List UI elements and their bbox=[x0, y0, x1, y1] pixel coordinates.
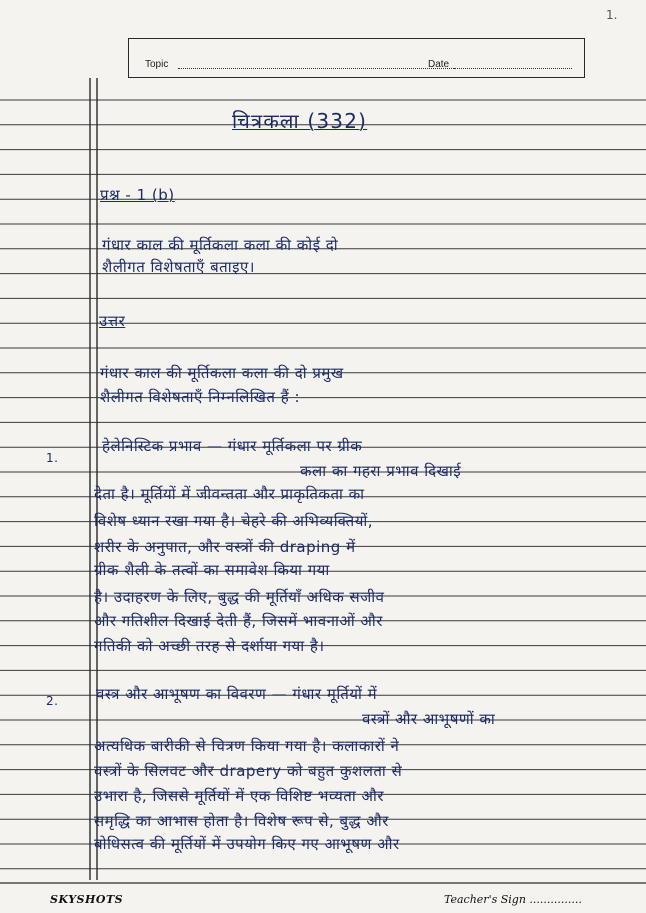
topic-label: Topic bbox=[145, 59, 169, 70]
point-1-number: 1. bbox=[46, 451, 59, 465]
page-number: 1. bbox=[606, 8, 618, 22]
point-2-line: बोधिसत्व की मूर्तियों में उपयोग किए गए आभूषण और bbox=[94, 835, 400, 853]
question-line-1: गंधार काल की मूर्तिकला कला की कोई दो bbox=[102, 236, 339, 254]
answer-intro-line-1: गंधार काल की मूर्तिकला कला की दो प्रमुख bbox=[100, 364, 344, 382]
question-label: प्रश्न - 1 (b) bbox=[100, 186, 175, 204]
point-1-line: है। उदाहरण के लिए, बुद्ध की मूर्तियाँ अधिक सजीव bbox=[94, 588, 385, 606]
point-1-line: कला का गहरा प्रभाव दिखाई bbox=[300, 462, 462, 480]
point-1-line: गतिकी को अच्छी तरह से दर्शाया गया है। bbox=[94, 637, 325, 655]
page-title: चित्रकला (332) bbox=[232, 109, 368, 133]
point-2-line: उभारा है, जिससे मूर्तियों में एक विशिष्ट भव्यता और bbox=[94, 787, 384, 805]
point-1-line: विशेष ध्यान रखा गया है। चेहरे की अभिव्यक्तियों, bbox=[94, 512, 374, 530]
question-line-2: शैलीगत विशेषताएँ बताइए। bbox=[102, 258, 255, 276]
point-2-number: 2. bbox=[46, 694, 59, 708]
topic-date-box bbox=[128, 38, 585, 78]
point-1-line: हेलेनिस्टिक प्रभाव — गंधार मूर्तिकला पर ग्रीक bbox=[102, 437, 363, 455]
brand-logo-text: SKYSHOTS bbox=[50, 893, 124, 906]
point-1-line: शरीर के अनुपात, और वस्त्रों की draping में bbox=[94, 538, 356, 556]
teacher-sign-label: Teacher's Sign ............... bbox=[444, 893, 582, 906]
answer-intro-line-2: शैलीगत विशेषताएँ निम्नलिखित हैं : bbox=[100, 388, 301, 406]
point-2-line: अत्यधिक बारीकी से चित्रण किया गया है। कलाकारों ने bbox=[94, 737, 400, 755]
point-2-line: वस्त्र और आभूषण का विवरण — गंधार मूर्तियों में bbox=[96, 685, 378, 703]
date-field bbox=[454, 68, 572, 69]
point-1-line: देता है। मूर्तियों में जीवन्तता और प्राकृतिकता का bbox=[94, 485, 365, 503]
point-2-line: वस्त्रों के सिलवट और drapery को बहुत कुशलता से bbox=[94, 762, 403, 780]
date-label: Date bbox=[428, 59, 450, 70]
point-1-line: ग्रीक शैली के तत्वों का समावेश किया गया bbox=[94, 561, 330, 579]
point-2-line: समृद्धि का आभास होता है। विशेष रूप से, बुद्ध और bbox=[94, 812, 389, 830]
point-2-line: वस्त्रों और आभूषणों का bbox=[362, 710, 496, 728]
point-1-line: और गतिशील दिखाई देती हैं, जिसमें भावनाओं और bbox=[94, 612, 383, 630]
answer-label: उत्तर bbox=[99, 312, 126, 330]
